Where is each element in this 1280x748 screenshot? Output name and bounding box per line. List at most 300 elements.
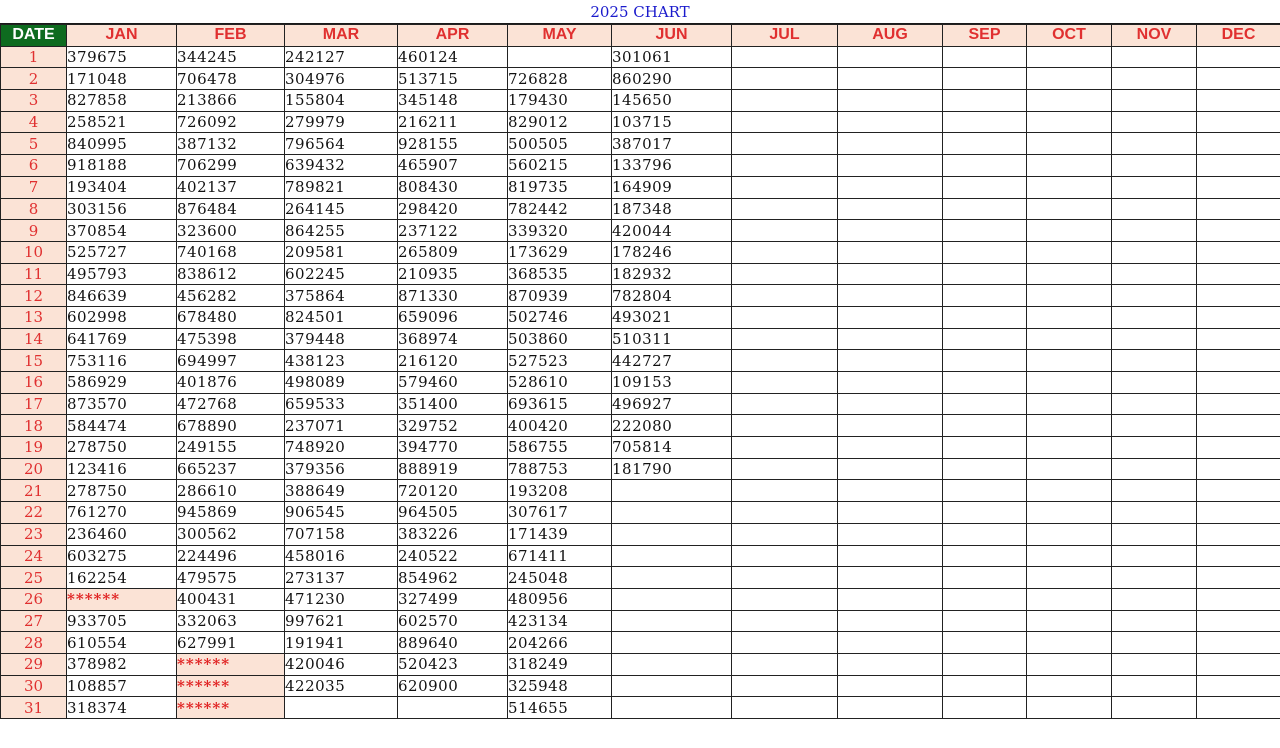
cell-aug[interactable] [838,46,943,68]
date-cell[interactable]: 18 [1,415,67,437]
cell-feb[interactable]: 740168 [177,241,285,263]
cell-jun[interactable]: 164909 [612,176,732,198]
cell-feb[interactable]: 300562 [177,523,285,545]
cell-dec[interactable] [1197,198,1280,220]
cell-jul[interactable] [732,155,838,177]
cell-jul[interactable] [732,133,838,155]
cell-apr[interactable]: 460124 [398,46,508,68]
cell-jul[interactable] [732,523,838,545]
cell-sep[interactable] [943,393,1027,415]
cell-dec[interactable] [1197,328,1280,350]
date-cell[interactable]: 29 [1,653,67,675]
date-cell[interactable]: 16 [1,372,67,394]
cell-feb[interactable]: 475398 [177,328,285,350]
cell-sep[interactable] [943,458,1027,480]
cell-nov[interactable] [1112,220,1197,242]
cell-may[interactable]: 693615 [508,393,612,415]
month-header-mar[interactable]: MAR [285,25,398,47]
date-cell[interactable]: 14 [1,328,67,350]
cell-mar[interactable]: 209581 [285,241,398,263]
cell-aug[interactable] [838,306,943,328]
cell-mar[interactable]: 375864 [285,285,398,307]
cell-feb[interactable]: 838612 [177,263,285,285]
cell-may[interactable]: 560215 [508,155,612,177]
month-header-aug[interactable]: AUG [838,25,943,47]
cell-dec[interactable] [1197,111,1280,133]
cell-jan[interactable]: 827858 [67,90,177,112]
date-cell[interactable]: 15 [1,350,67,372]
cell-oct[interactable] [1027,198,1112,220]
cell-sep[interactable] [943,198,1027,220]
cell-jul[interactable] [732,372,838,394]
cell-apr[interactable]: 351400 [398,393,508,415]
cell-mar[interactable]: 420046 [285,653,398,675]
cell-dec[interactable] [1197,176,1280,198]
cell-nov[interactable] [1112,545,1197,567]
cell-sep[interactable] [943,155,1027,177]
date-cell[interactable]: 30 [1,675,67,697]
cell-jun[interactable]: 187348 [612,198,732,220]
cell-aug[interactable] [838,458,943,480]
cell-feb[interactable]: ****** [177,697,285,719]
date-cell[interactable]: 1 [1,46,67,68]
cell-mar[interactable]: 304976 [285,68,398,90]
cell-jun[interactable] [612,523,732,545]
cell-jan[interactable]: 236460 [67,523,177,545]
cell-aug[interactable] [838,372,943,394]
cell-jun[interactable]: 387017 [612,133,732,155]
cell-aug[interactable] [838,502,943,524]
cell-aug[interactable] [838,415,943,437]
cell-apr[interactable] [398,697,508,719]
cell-mar[interactable]: 388649 [285,480,398,502]
cell-jun[interactable]: 496927 [612,393,732,415]
cell-jan[interactable]: 278750 [67,480,177,502]
cell-jan[interactable]: 918188 [67,155,177,177]
cell-apr[interactable]: 928155 [398,133,508,155]
cell-aug[interactable] [838,350,943,372]
cell-may[interactable]: 307617 [508,502,612,524]
cell-mar[interactable]: 458016 [285,545,398,567]
cell-may[interactable]: 193208 [508,480,612,502]
cell-oct[interactable] [1027,697,1112,719]
cell-may[interactable]: 586755 [508,437,612,459]
cell-nov[interactable] [1112,111,1197,133]
cell-mar[interactable]: 748920 [285,437,398,459]
cell-jun[interactable] [612,632,732,654]
cell-dec[interactable] [1197,610,1280,632]
cell-jul[interactable] [732,393,838,415]
date-cell[interactable]: 31 [1,697,67,719]
cell-apr[interactable]: 394770 [398,437,508,459]
cell-jun[interactable] [612,567,732,589]
cell-feb[interactable]: 401876 [177,372,285,394]
cell-oct[interactable] [1027,523,1112,545]
cell-sep[interactable] [943,285,1027,307]
cell-sep[interactable] [943,220,1027,242]
cell-sep[interactable] [943,675,1027,697]
cell-jun[interactable] [612,480,732,502]
cell-jan[interactable]: 602998 [67,306,177,328]
month-header-oct[interactable]: OCT [1027,25,1112,47]
cell-nov[interactable] [1112,133,1197,155]
cell-jun[interactable]: 222080 [612,415,732,437]
cell-may[interactable]: 480956 [508,588,612,610]
cell-feb[interactable]: 706299 [177,155,285,177]
month-header-may[interactable]: MAY [508,25,612,47]
cell-jul[interactable] [732,567,838,589]
cell-feb[interactable]: 400431 [177,588,285,610]
cell-mar[interactable]: 422035 [285,675,398,697]
cell-mar[interactable]: 191941 [285,632,398,654]
cell-jun[interactable]: 103715 [612,111,732,133]
date-cell[interactable]: 23 [1,523,67,545]
cell-jun[interactable]: 145650 [612,90,732,112]
cell-nov[interactable] [1112,263,1197,285]
cell-dec[interactable] [1197,220,1280,242]
cell-feb[interactable]: 945869 [177,502,285,524]
cell-jul[interactable] [732,111,838,133]
cell-jan[interactable]: 840995 [67,133,177,155]
cell-jan[interactable]: 610554 [67,632,177,654]
cell-may[interactable]: 788753 [508,458,612,480]
cell-mar[interactable]: 824501 [285,306,398,328]
cell-oct[interactable] [1027,176,1112,198]
cell-feb[interactable]: 344245 [177,46,285,68]
cell-mar[interactable]: 659533 [285,393,398,415]
cell-feb[interactable]: 479575 [177,567,285,589]
cell-oct[interactable] [1027,111,1112,133]
cell-mar[interactable]: 273137 [285,567,398,589]
cell-nov[interactable] [1112,480,1197,502]
cell-aug[interactable] [838,68,943,90]
cell-sep[interactable] [943,90,1027,112]
cell-oct[interactable] [1027,415,1112,437]
cell-mar[interactable] [285,697,398,719]
cell-feb[interactable]: 224496 [177,545,285,567]
cell-jan[interactable]: 379675 [67,46,177,68]
cell-nov[interactable] [1112,588,1197,610]
cell-sep[interactable] [943,588,1027,610]
cell-sep[interactable] [943,68,1027,90]
cell-nov[interactable] [1112,306,1197,328]
cell-oct[interactable] [1027,155,1112,177]
cell-jul[interactable] [732,263,838,285]
cell-jul[interactable] [732,306,838,328]
cell-mar[interactable]: 707158 [285,523,398,545]
cell-feb[interactable]: 286610 [177,480,285,502]
cell-nov[interactable] [1112,653,1197,675]
cell-apr[interactable]: 854962 [398,567,508,589]
cell-jan[interactable]: ****** [67,588,177,610]
cell-apr[interactable]: 329752 [398,415,508,437]
date-cell[interactable]: 25 [1,567,67,589]
cell-jul[interactable] [732,220,838,242]
cell-feb[interactable]: 249155 [177,437,285,459]
cell-jun[interactable]: 493021 [612,306,732,328]
cell-sep[interactable] [943,502,1027,524]
cell-jun[interactable] [612,675,732,697]
cell-oct[interactable] [1027,328,1112,350]
cell-jan[interactable]: 603275 [67,545,177,567]
cell-apr[interactable]: 240522 [398,545,508,567]
date-cell[interactable]: 11 [1,263,67,285]
cell-oct[interactable] [1027,567,1112,589]
cell-oct[interactable] [1027,393,1112,415]
cell-aug[interactable] [838,111,943,133]
cell-feb[interactable]: ****** [177,653,285,675]
cell-sep[interactable] [943,350,1027,372]
cell-apr[interactable]: 871330 [398,285,508,307]
cell-oct[interactable] [1027,306,1112,328]
cell-aug[interactable] [838,241,943,263]
date-cell[interactable]: 20 [1,458,67,480]
cell-feb[interactable]: 665237 [177,458,285,480]
cell-dec[interactable] [1197,588,1280,610]
month-header-feb[interactable]: FEB [177,25,285,47]
cell-apr[interactable]: 602570 [398,610,508,632]
cell-feb[interactable]: 332063 [177,610,285,632]
cell-apr[interactable]: 520423 [398,653,508,675]
cell-sep[interactable] [943,610,1027,632]
cell-jan[interactable]: 318374 [67,697,177,719]
cell-apr[interactable]: 964505 [398,502,508,524]
cell-dec[interactable] [1197,68,1280,90]
cell-aug[interactable] [838,133,943,155]
cell-may[interactable]: 368535 [508,263,612,285]
cell-dec[interactable] [1197,306,1280,328]
cell-sep[interactable] [943,372,1027,394]
cell-feb[interactable]: 627991 [177,632,285,654]
cell-jul[interactable] [732,675,838,697]
cell-feb[interactable]: 706478 [177,68,285,90]
cell-may[interactable]: 318249 [508,653,612,675]
cell-jan[interactable]: 303156 [67,198,177,220]
cell-nov[interactable] [1112,198,1197,220]
date-cell[interactable]: 4 [1,111,67,133]
cell-jun[interactable]: 181790 [612,458,732,480]
cell-apr[interactable]: 368974 [398,328,508,350]
cell-oct[interactable] [1027,350,1112,372]
cell-apr[interactable]: 620900 [398,675,508,697]
cell-dec[interactable] [1197,415,1280,437]
cell-jul[interactable] [732,90,838,112]
cell-mar[interactable]: 639432 [285,155,398,177]
cell-may[interactable]: 423134 [508,610,612,632]
cell-sep[interactable] [943,111,1027,133]
cell-apr[interactable]: 216211 [398,111,508,133]
cell-mar[interactable]: 498089 [285,372,398,394]
cell-nov[interactable] [1112,285,1197,307]
cell-oct[interactable] [1027,90,1112,112]
cell-oct[interactable] [1027,133,1112,155]
cell-jun[interactable] [612,588,732,610]
cell-sep[interactable] [943,415,1027,437]
cell-jul[interactable] [732,285,838,307]
cell-jun[interactable]: 860290 [612,68,732,90]
cell-dec[interactable] [1197,263,1280,285]
cell-jul[interactable] [732,588,838,610]
date-cell[interactable]: 6 [1,155,67,177]
cell-may[interactable]: 204266 [508,632,612,654]
cell-dec[interactable] [1197,241,1280,263]
cell-oct[interactable] [1027,372,1112,394]
date-cell[interactable]: 3 [1,90,67,112]
cell-jun[interactable]: 442727 [612,350,732,372]
cell-dec[interactable] [1197,632,1280,654]
date-cell[interactable]: 22 [1,502,67,524]
month-header-sep[interactable]: SEP [943,25,1027,47]
cell-dec[interactable] [1197,350,1280,372]
cell-nov[interactable] [1112,372,1197,394]
cell-aug[interactable] [838,155,943,177]
cell-feb[interactable]: 876484 [177,198,285,220]
cell-apr[interactable]: 465907 [398,155,508,177]
cell-may[interactable]: 829012 [508,111,612,133]
cell-may[interactable]: 173629 [508,241,612,263]
month-header-nov[interactable]: NOV [1112,25,1197,47]
cell-jan[interactable]: 258521 [67,111,177,133]
cell-oct[interactable] [1027,263,1112,285]
cell-mar[interactable]: 789821 [285,176,398,198]
cell-feb[interactable]: 402137 [177,176,285,198]
month-header-dec[interactable]: DEC [1197,25,1280,47]
date-cell[interactable]: 7 [1,176,67,198]
cell-jan[interactable]: 586929 [67,372,177,394]
cell-may[interactable]: 528610 [508,372,612,394]
cell-aug[interactable] [838,610,943,632]
cell-oct[interactable] [1027,653,1112,675]
cell-feb[interactable]: 694997 [177,350,285,372]
month-header-jun[interactable]: JUN [612,25,732,47]
cell-dec[interactable] [1197,480,1280,502]
date-header[interactable]: DATE [1,25,67,47]
cell-mar[interactable]: 155804 [285,90,398,112]
cell-mar[interactable]: 237071 [285,415,398,437]
cell-apr[interactable]: 298420 [398,198,508,220]
date-cell[interactable]: 27 [1,610,67,632]
cell-jul[interactable] [732,653,838,675]
cell-oct[interactable] [1027,220,1112,242]
cell-dec[interactable] [1197,90,1280,112]
cell-sep[interactable] [943,46,1027,68]
cell-jan[interactable]: 278750 [67,437,177,459]
cell-feb[interactable]: 678890 [177,415,285,437]
cell-jan[interactable]: 846639 [67,285,177,307]
cell-jun[interactable]: 782804 [612,285,732,307]
cell-jul[interactable] [732,502,838,524]
cell-apr[interactable]: 720120 [398,480,508,502]
cell-sep[interactable] [943,328,1027,350]
cell-jul[interactable] [732,437,838,459]
cell-jul[interactable] [732,68,838,90]
cell-aug[interactable] [838,263,943,285]
cell-apr[interactable]: 237122 [398,220,508,242]
month-header-apr[interactable]: APR [398,25,508,47]
cell-sep[interactable] [943,306,1027,328]
date-cell[interactable]: 2 [1,68,67,90]
cell-nov[interactable] [1112,458,1197,480]
cell-feb[interactable]: 387132 [177,133,285,155]
cell-aug[interactable] [838,653,943,675]
cell-apr[interactable]: 513715 [398,68,508,90]
cell-aug[interactable] [838,588,943,610]
cell-mar[interactable]: 379356 [285,458,398,480]
cell-nov[interactable] [1112,350,1197,372]
cell-mar[interactable]: 279979 [285,111,398,133]
cell-nov[interactable] [1112,176,1197,198]
cell-sep[interactable] [943,480,1027,502]
cell-nov[interactable] [1112,68,1197,90]
cell-jun[interactable]: 705814 [612,437,732,459]
cell-jan[interactable]: 378982 [67,653,177,675]
cell-aug[interactable] [838,285,943,307]
cell-jul[interactable] [732,458,838,480]
cell-aug[interactable] [838,90,943,112]
cell-oct[interactable] [1027,480,1112,502]
cell-jun[interactable] [612,610,732,632]
cell-may[interactable] [508,46,612,68]
cell-jun[interactable]: 109153 [612,372,732,394]
cell-aug[interactable] [838,697,943,719]
cell-mar[interactable]: 264145 [285,198,398,220]
cell-jun[interactable]: 178246 [612,241,732,263]
date-cell[interactable]: 9 [1,220,67,242]
cell-jan[interactable]: 108857 [67,675,177,697]
cell-apr[interactable]: 579460 [398,372,508,394]
cell-oct[interactable] [1027,675,1112,697]
cell-nov[interactable] [1112,241,1197,263]
cell-mar[interactable]: 379448 [285,328,398,350]
cell-jun[interactable]: 182932 [612,263,732,285]
cell-aug[interactable] [838,523,943,545]
cell-apr[interactable]: 889640 [398,632,508,654]
cell-jul[interactable] [732,350,838,372]
cell-apr[interactable]: 345148 [398,90,508,112]
cell-mar[interactable]: 438123 [285,350,398,372]
cell-nov[interactable] [1112,675,1197,697]
cell-dec[interactable] [1197,372,1280,394]
cell-mar[interactable]: 906545 [285,502,398,524]
cell-nov[interactable] [1112,328,1197,350]
cell-mar[interactable]: 796564 [285,133,398,155]
cell-jul[interactable] [732,46,838,68]
cell-mar[interactable]: 602245 [285,263,398,285]
cell-mar[interactable]: 997621 [285,610,398,632]
cell-may[interactable]: 870939 [508,285,612,307]
cell-may[interactable]: 500505 [508,133,612,155]
cell-jun[interactable]: 301061 [612,46,732,68]
cell-jun[interactable]: 510311 [612,328,732,350]
cell-oct[interactable] [1027,502,1112,524]
cell-nov[interactable] [1112,567,1197,589]
cell-nov[interactable] [1112,632,1197,654]
cell-may[interactable]: 671411 [508,545,612,567]
cell-feb[interactable]: ****** [177,675,285,697]
cell-dec[interactable] [1197,675,1280,697]
cell-nov[interactable] [1112,523,1197,545]
cell-jul[interactable] [732,480,838,502]
cell-jan[interactable]: 162254 [67,567,177,589]
cell-jul[interactable] [732,176,838,198]
date-cell[interactable]: 13 [1,306,67,328]
cell-mar[interactable]: 471230 [285,588,398,610]
cell-feb[interactable]: 472768 [177,393,285,415]
cell-oct[interactable] [1027,458,1112,480]
cell-jun[interactable]: 420044 [612,220,732,242]
cell-jan[interactable]: 171048 [67,68,177,90]
cell-oct[interactable] [1027,437,1112,459]
